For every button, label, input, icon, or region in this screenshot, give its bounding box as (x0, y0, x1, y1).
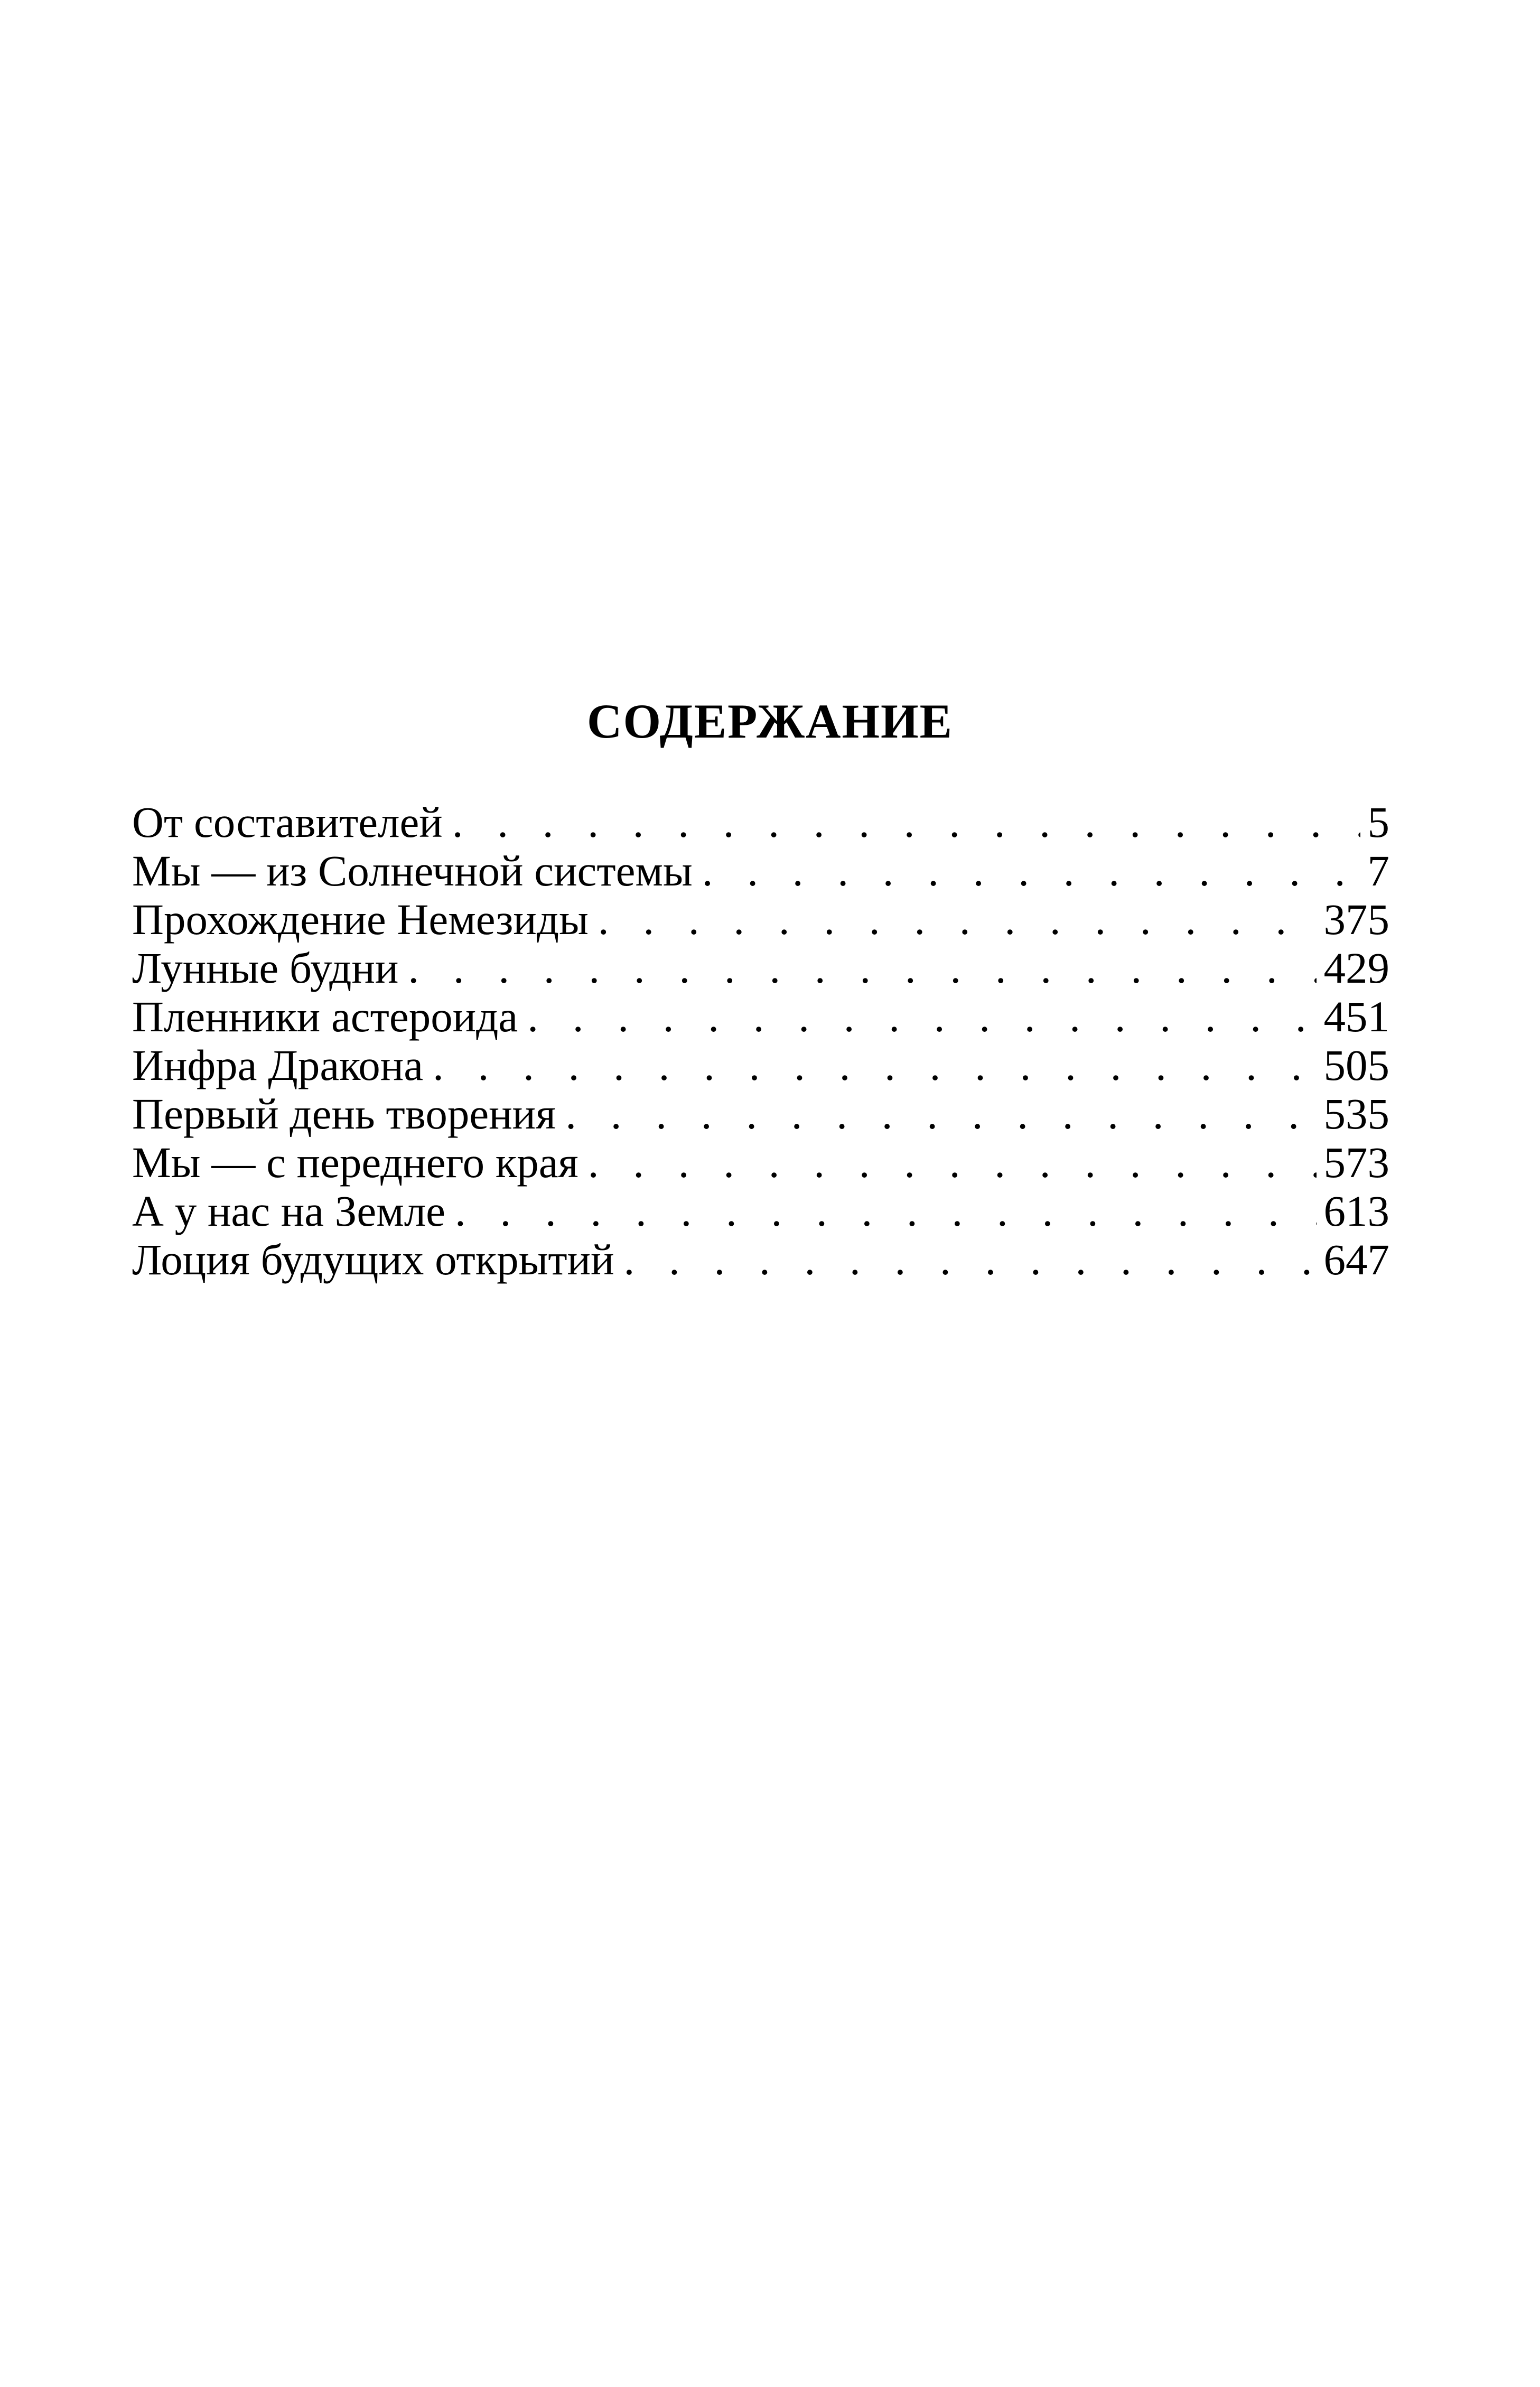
toc-entry (132, 992, 1389, 1041)
toc-entry-page-number: 647 (1323, 1235, 1389, 1284)
toc-entry-page-number: 505 (1323, 1041, 1389, 1089)
toc-entry-title: Пленники астероида (132, 992, 518, 1041)
dot-leader (598, 895, 1317, 944)
dot-leader (408, 944, 1316, 992)
dot-leader (527, 992, 1316, 1041)
toc-entry-title: Лоция будущих открытий (132, 1235, 614, 1284)
toc-entry (132, 895, 1389, 944)
toc-entry-title: От составителей (132, 798, 443, 846)
dot-leader (588, 1138, 1317, 1187)
toc-entry-page-number: 535 (1323, 1089, 1389, 1138)
toc-entry (132, 1041, 1389, 1089)
toc-entry (132, 1089, 1389, 1138)
contents-heading: СОДЕРЖАНИЕ (587, 694, 953, 748)
toc-entry (132, 1138, 1389, 1187)
toc-entry (132, 1235, 1389, 1284)
toc-entry (132, 798, 1389, 846)
toc-entry-title: Мы — из Солнечной системы (132, 846, 693, 895)
toc-entry-page-number: 573 (1323, 1138, 1389, 1187)
toc-entry-title: Мы — с переднего края (132, 1138, 578, 1187)
toc-entry-page-number: 7 (1367, 846, 1389, 895)
dot-leader (565, 1089, 1316, 1138)
toc-entry-title: Первый день творения (132, 1089, 556, 1138)
dot-leader (452, 798, 1360, 846)
toc-entry (132, 1187, 1389, 1235)
dot-leader (433, 1041, 1316, 1089)
toc-entry-page-number: 429 (1323, 944, 1389, 992)
toc-entry-title: Лунные будни (132, 944, 399, 992)
toc-entry-page-number: 375 (1323, 895, 1389, 944)
table-of-contents (132, 798, 1389, 1284)
dot-leader (702, 846, 1360, 895)
toc-entry-title: А у нас на Земле (132, 1187, 445, 1235)
toc-entry (132, 846, 1389, 895)
toc-entry-title: Инфра Дракона (132, 1041, 424, 1089)
dot-leader (455, 1187, 1317, 1235)
toc-entry-page-number: 451 (1323, 992, 1389, 1041)
toc-entry-page-number: 5 (1367, 798, 1389, 846)
dot-leader (624, 1235, 1317, 1284)
toc-entry (132, 944, 1389, 992)
toc-entry-page-number: 613 (1323, 1187, 1389, 1235)
toc-entry-title: Прохождение Немезиды (132, 895, 589, 944)
